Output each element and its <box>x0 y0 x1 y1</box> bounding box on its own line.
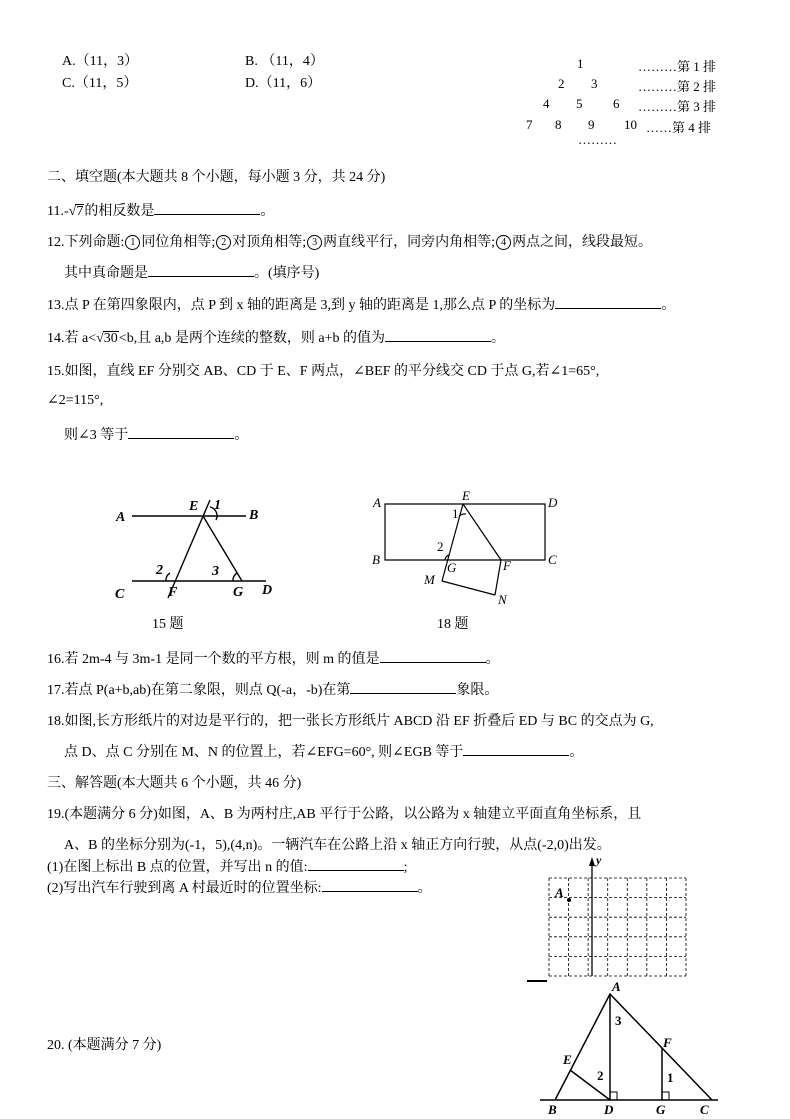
fig18-angle-2: 2 <box>437 539 444 554</box>
q12-item1: 同位角相等; <box>141 235 216 250</box>
seat-row4-n1: 7 <box>526 117 533 132</box>
seat-row3-label: ………第 3 排 <box>638 99 717 114</box>
seat-row4-n4: 10 <box>624 117 637 132</box>
q12-item4: 两点之间，线段最短。 <box>512 235 653 250</box>
fig20-angle-2: 2 <box>597 1068 604 1083</box>
circled-number-4: 4 <box>496 235 511 250</box>
seat-row3-n1: 4 <box>543 96 550 111</box>
fig20-label-g: G <box>656 1102 666 1117</box>
figure-20-labels <box>547 979 709 1117</box>
seat-row4-label: ……第 4 排 <box>646 120 712 135</box>
seat-row2-n2: 3 <box>591 76 598 91</box>
q17-text: 17.若点 P(a+b,ab)在第二象限，则点 Q(-a，-b)在第 <box>47 683 351 698</box>
fig18-label-m: M <box>424 572 435 587</box>
sqrt-sign: √ <box>68 204 77 219</box>
question-18-line1: 18.如图,长方形纸片的对边是平行的，把一张长方形纸片 ABCD 沿 EF 折叠后 ED 与 BC 的交点为 G, <box>47 714 654 729</box>
fig15-label-f: F <box>168 585 178 600</box>
q13-text: 13.点 P 在第四象限内，点 P 到 x 轴的距离是 3,到 y 轴的距离是 1,那么点 P 的坐标为 <box>47 298 556 313</box>
q19-sub2-end: 。 <box>417 881 432 896</box>
section2-heading: 二、填空题(本大题共 8 个小题，每小题 3 分，共 24 分) <box>47 170 386 185</box>
fig15-angle-2: 2 <box>156 563 163 578</box>
fig20-label-d: D <box>604 1102 614 1117</box>
fig18-label-e: E <box>462 488 470 503</box>
q18-line2-text: 点 D、点 C 分别在 M、N 的位置上，若∠EFG=60°, 则∠EGB 等于 <box>64 745 464 760</box>
q11-radicand: 7 <box>76 204 84 219</box>
fig15-label-e: E <box>189 499 199 514</box>
q17-end: 象限。 <box>456 683 499 698</box>
fig18-label-d: D <box>548 495 558 510</box>
q16-end: 。 <box>485 652 500 667</box>
seat-row4-n3: 9 <box>588 117 595 132</box>
fig20-label-a: A <box>612 979 621 994</box>
fig15-caption: 15 题 <box>152 617 184 632</box>
q19-sub2-text: (2)写出汽车行驶到离 A 村最近时的位置坐标: <box>47 881 322 896</box>
seat-row1-label: ………第 1 排 <box>638 59 717 74</box>
q19-sub1-end: ; <box>403 860 408 875</box>
fig15-label-c: C <box>115 587 125 602</box>
circled-number-2: 2 <box>216 235 231 250</box>
q14-radicand: 30 <box>103 331 118 346</box>
option-c: C.（11，5） <box>62 76 138 91</box>
fig18-label-f: F <box>503 558 511 573</box>
circled-number-1: 1 <box>125 235 140 250</box>
fig18-angle-1: 1 <box>452 506 459 521</box>
y-axis-label: y <box>596 853 602 867</box>
q14-post: <b,且 a,b 是两个连续的整数，则 a+b 的值为 <box>118 331 386 346</box>
point-a-label: A <box>555 885 564 900</box>
seat-row1-n1: 1 <box>577 56 584 71</box>
q15-end: 。 <box>234 428 249 443</box>
right-angle-g <box>662 1092 669 1100</box>
q11-post: 的相反数是 <box>84 204 155 219</box>
q12-line2-end: 。(填序号) <box>254 266 320 281</box>
right-angle-d <box>610 1092 617 1100</box>
fig18-label-n: N <box>498 592 507 607</box>
seat-row3-n2: 5 <box>576 96 583 111</box>
option-b: B. （11，4） <box>245 54 324 69</box>
fig15-angle-3: 3 <box>212 564 219 579</box>
fig15-label-a: A <box>116 510 126 525</box>
q15-line3-text: 则∠3 等于 <box>64 428 129 443</box>
fig18-label-a: A <box>373 495 381 510</box>
q12-line2-text: 其中真命题是 <box>64 266 148 281</box>
q12-item3: 两直线平行，同旁内角相等; <box>323 235 496 250</box>
fig20-label-f: F <box>663 1035 672 1050</box>
seat-row4-n2: 8 <box>555 117 562 132</box>
fig18-label-c: C <box>548 552 557 567</box>
triangle-abc-sides <box>555 994 712 1100</box>
fig15-label-g: G <box>233 585 244 600</box>
q18-end: 。 <box>569 745 584 760</box>
fig15-label-b: B <box>249 508 259 523</box>
q13-end: 。 <box>661 298 676 313</box>
q14-pre: 14.若 a< <box>47 331 97 346</box>
triangle-lines <box>540 994 718 1100</box>
fig18-caption: 18 题 <box>437 617 469 632</box>
question-15-line1: 15.如图，直线 EF 分别交 AB、CD 于 E、F 两点，∠BEF 的平分线交 CD 于点 G,若∠1=65°, <box>47 364 600 379</box>
fig18-label-b: B <box>372 552 380 567</box>
fig20-label-c: C <box>700 1102 709 1117</box>
seat-row3-n3: 6 <box>613 96 620 111</box>
q11-end: 。 <box>260 204 275 219</box>
fig20-angle-1: 1 <box>667 1070 674 1085</box>
seat-row2-label: ………第 2 排 <box>638 79 717 94</box>
q14-end: 。 <box>491 331 506 346</box>
q19-sub1-text: (1)在图上标出 B 点的位置，并写出 n 的值: <box>47 860 308 875</box>
fig20-label-e: E <box>563 1052 572 1067</box>
fig18-label-g: G <box>447 560 457 575</box>
fig20-angle-3: 3 <box>615 1013 622 1028</box>
q11-pre: 11.- <box>47 204 69 219</box>
option-d: D.（11，6） <box>245 76 322 91</box>
q12-item2: 对顶角相等; <box>232 235 307 250</box>
seat-row2-n1: 2 <box>558 76 565 91</box>
question-19-line1: 19.(本题满分 6 分)如图，A、B 为两村庄,AB 平行于公路，以公路为 x 轴建立平面直角坐标系，且 <box>47 807 642 822</box>
q12-intro: 12.下列命题: <box>47 235 125 250</box>
option-a: A.（11，3） <box>62 54 139 69</box>
question-15-line2: ∠2=115°, <box>47 393 104 408</box>
section3-heading: 三、解答题(本大题共 6 个小题，共 46 分) <box>47 776 302 791</box>
segment-ed <box>570 1070 610 1100</box>
grid-cut-mark <box>527 980 547 982</box>
q16-text: 16.若 2m-4 与 3m-1 是同一个数的平方根，则 m 的值是 <box>47 652 380 667</box>
sqrt-sign: √ <box>96 331 104 346</box>
fig15-label-d: D <box>262 583 273 598</box>
question-19-line2: A、B 的坐标分别为(-1，5),(4,n)。一辆汽车在公路上沿 x 轴正方向行驶，从点(-2,0)出发。 <box>64 838 611 853</box>
fig15-angle-1: 1 <box>214 498 221 513</box>
circled-number-3: 3 <box>307 235 322 250</box>
question-20: 20. (本题满分 7 分) <box>47 1038 162 1053</box>
fig20-label-b: B <box>548 1102 557 1117</box>
seat-more-dots: ……… <box>578 132 617 147</box>
